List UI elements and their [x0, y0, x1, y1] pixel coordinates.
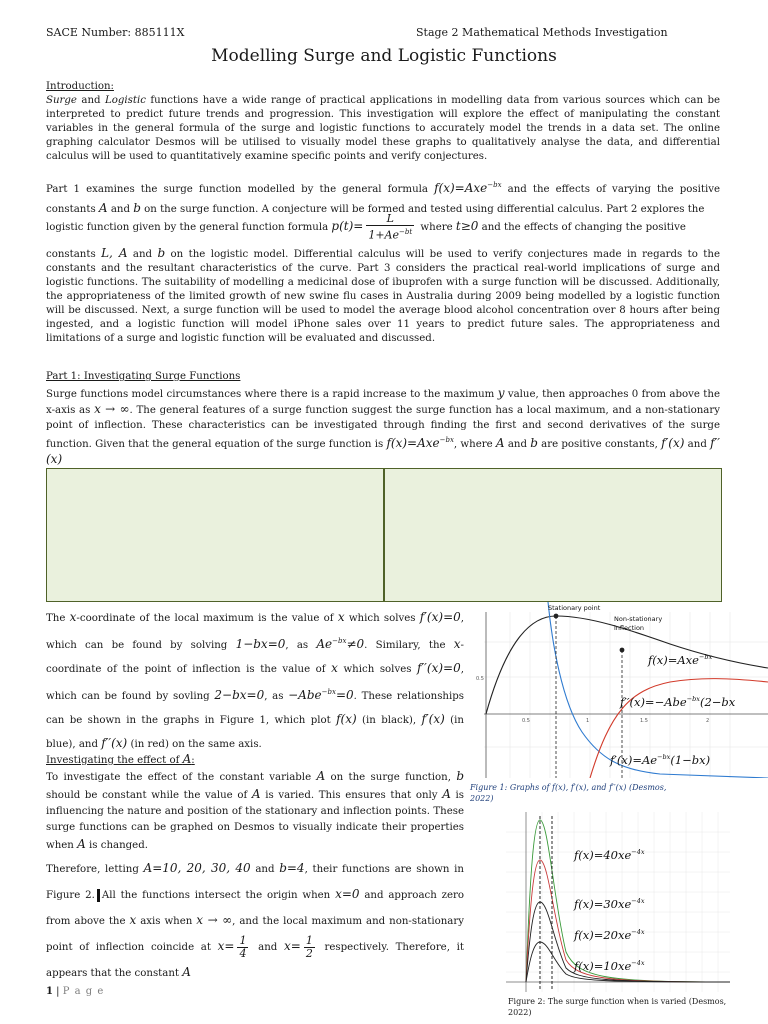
eA-A-values: A=10, 20, 30, 40 — [143, 861, 251, 875]
p1-text-d: , where — [453, 439, 496, 450]
eA-var-A-4: A — [77, 837, 86, 851]
fig1-xtick-2: 1 — [586, 718, 590, 724]
text-cursor — [97, 889, 100, 902]
fig2-cap-text: Figure 2: The surge function when is varied (Desmos, — [508, 997, 727, 1006]
fig1-cap-f: f(x) — [552, 783, 566, 792]
effect-A-heading-colon: : — [191, 755, 195, 766]
fig2-cap-year: 2022) — [508, 1008, 532, 1017]
p7-text-c: (in red) on the same axis. — [127, 739, 262, 750]
eA-p8-a: axis when — [136, 916, 197, 927]
intro-p4-and: and — [127, 249, 158, 260]
p1-text-b: value, then approaches 0 from above the x-axis as — [46, 389, 720, 416]
surge-general-base: f(x)=Axe — [386, 436, 440, 450]
surge-general-exp: −bx — [439, 436, 454, 444]
fig2-eq1-exp: −4x — [631, 848, 645, 856]
var-y: y — [497, 386, 505, 400]
intro-p1-text: functions have a wide range of practical applications in modelling data from various sources which can be interpreted to predict future trends and progression. This investigation will explore the effect of manipulating the constant variables in the general formula of the surge and logistic functions to accurately model the trends in a data set. The online graphing calculator Desmos will be utilised to visually model these graphs to qualitatively analyse the data, and differential calculus will be used to quantitatively examine specific points and verify conjectures. — [46, 95, 720, 162]
eA-var-A: A — [316, 769, 326, 783]
page-number: 1 — [46, 986, 53, 997]
logistic-condition: t≥0 — [455, 219, 479, 233]
p3-text-b: , as — [285, 640, 317, 651]
document-title: Modelling Surge and Logistic Functions — [211, 46, 557, 66]
page-separator: | — [52, 986, 63, 997]
fig1-eq-fpp — [619, 695, 736, 709]
effect-A-heading-words: Investigating the effect of — [46, 755, 183, 766]
var-b: b — [133, 201, 141, 215]
p6-text-b: (in — [356, 715, 376, 726]
eA-x-eq-2: x= — [284, 939, 301, 953]
surge-formula-base: f(x)=Axe — [434, 181, 488, 195]
intro-p2-text-a: Part 1 examines the surge function modelled by the general formula — [46, 184, 428, 195]
limit-x: x → ∞ — [94, 402, 130, 416]
eA-x-zero: x=0 — [335, 887, 360, 901]
fig2-eq3-exp: −4x — [631, 928, 645, 936]
p2-text-a: The — [46, 613, 70, 624]
fig1-label-inflection: inflection — [614, 624, 645, 632]
effect-A-heading — [46, 752, 464, 768]
p7-text-a: black), — [381, 715, 422, 726]
var-x: x — [69, 610, 77, 624]
fig1-cap-and: , and — [586, 783, 610, 792]
ae-not-zero — [316, 637, 364, 651]
eq-2-minus-bx: 2−bx=0 — [214, 688, 265, 702]
fig1-eq-fp-base: f′(x)=Ae — [610, 753, 658, 767]
eA-p2-b: is varied. This ensures that only — [260, 790, 443, 801]
intro-heading — [46, 80, 720, 94]
fraction-one-half — [304, 935, 315, 960]
fig1-stationary-point — [554, 614, 559, 619]
fig1-cap-year: 2022) — [470, 794, 494, 803]
intro-p2-text-c: on the surge function. A conjecture will be formed and tested using differential calculus. Part 2 explores the — [140, 204, 705, 215]
eA-p6-a: Therefore, letting — [46, 864, 144, 875]
intro-p3-text-a: logistic function given by the general function formula — [46, 222, 329, 233]
p2-text-c: which solves — [344, 613, 416, 624]
p5-text-c: . These — [353, 691, 393, 702]
surge-formula-exp: −bx — [487, 181, 502, 189]
fig1-inflection-point — [620, 648, 625, 653]
p6-text-a: relationships can be shown in the graphs in Figure 1, which plot — [46, 691, 464, 726]
fraction-one-quarter — [237, 935, 248, 960]
fig1-eq-fp-exp: −bx — [657, 753, 671, 761]
p3-text-a: , which can be found by solving — [46, 613, 465, 651]
and-word: and — [76, 95, 105, 106]
abe-rest: =0 — [335, 688, 354, 702]
eq-1-minus-bx: 1−bx=0 — [235, 637, 286, 651]
intro-paragraph-4 — [46, 246, 720, 346]
var-x-2: x — [337, 610, 345, 624]
eA-b-value: b=4 — [279, 861, 305, 875]
intro-paragraph-2: Part 1 examines the surge function modelled by the general formula f(x)=Axe$^{-bx}$ and the effects of varying the positive constants A and b on the surge function. A conjecture will be formed and tested using differential calculus. Part 2 explores the — [46, 181, 720, 215]
intro-heading-text: Introduction: — [46, 81, 114, 92]
figure-1-graph — [470, 602, 768, 778]
eA-p7-b: All the functions intersect the origin when — [101, 890, 336, 901]
sace-number: SACE Number: 885111X — [46, 26, 185, 39]
eA-var-A-2: A — [251, 787, 261, 801]
page-footer — [46, 986, 104, 997]
abe-base: −Abe — [288, 688, 322, 702]
fppx-inline: f′′(x) — [101, 736, 128, 750]
logistic-word: Logistic — [105, 95, 146, 106]
eA-p9-a: coincide at — [150, 942, 218, 953]
eA-var-b: b — [456, 769, 464, 783]
fig2-eq2-exp: −4x — [631, 897, 645, 905]
fpp-equals-zero: f′′(x)=0 — [417, 661, 461, 675]
eA-p5-a: when — [46, 840, 78, 851]
p4-text-a: the — [428, 640, 454, 651]
derivative-box-right — [384, 468, 722, 602]
part1-heading-text: Part 1: Investigating Surge Functions — [46, 371, 241, 382]
frac2-num: 1 — [305, 933, 313, 947]
intro-p3-text-c: and the effects of changing the positive — [478, 222, 686, 233]
intro-paragraph-1 — [46, 94, 720, 164]
fig1-cap-fp: f′(x) — [570, 783, 587, 792]
fpx-inline: f′(x) — [421, 712, 445, 726]
second-derivative: f′′(x) — [46, 436, 720, 466]
intro-p4-text-a: constants — [46, 249, 102, 260]
derivative-box-left — [46, 468, 384, 602]
abe-eq-zero — [288, 688, 354, 702]
eA-var-A-3: A — [442, 787, 451, 801]
eA-var-x: x — [129, 913, 137, 927]
logistic-den-exp: −bt — [399, 227, 413, 236]
fig1-label-nonstationary: Non-stationary — [614, 615, 663, 623]
fig1-xtick-1: 0.5 — [522, 718, 530, 724]
eA-p1-a: To investigate the effect of the constant variable — [46, 772, 317, 783]
p1-and: and — [504, 439, 531, 450]
fig1-eq-fp-rest: (1−bx) — [670, 753, 711, 767]
p2-text-b: -coordinate of the local maximum is the value of — [76, 613, 338, 624]
fig1-cap-fpp: f′′(x) — [609, 783, 627, 792]
var-x-4: x — [331, 661, 338, 675]
eA-p3: influencing the nature and position of the stationary and inflection points. — [46, 806, 430, 817]
part1-paragraph-2 — [46, 606, 464, 756]
fig1-label-stationary: Stationary point — [548, 604, 601, 612]
var-b-3: b — [530, 436, 538, 450]
eA-p4: These surge functions can be graphed on Desmos to visually indicate their properties — [46, 806, 464, 833]
frac1-num: 1 — [239, 933, 247, 947]
vars-L-A: L, A — [101, 246, 128, 260]
figure-1-caption: Figure 1: Graphs of f(x), f′(x), and f′′(x) (Desmos, 2022) — [470, 783, 667, 803]
p1-text-a: Surge functions model circumstances where there is a rapid increase to the maximum — [46, 389, 498, 400]
eA-x-eq-1: x= — [217, 939, 235, 953]
effect-A-paragraph-1 — [46, 768, 464, 854]
ae-base: Ae — [316, 637, 333, 651]
fig1-xtick-3: 1.5 — [640, 718, 648, 724]
eA-p2-c: is — [450, 790, 465, 801]
logistic-lhs: p(t)= — [331, 219, 364, 233]
var-A: A — [98, 201, 108, 215]
fig1-cap-a: Figure 1: Graphs of — [470, 783, 553, 792]
fig1-xtick-4: 2 — [706, 718, 710, 724]
eA-limit: x → ∞ — [196, 913, 233, 927]
p4-text-c: which solves — [337, 664, 412, 675]
fig2-eq1-base: f(x)=40xe — [574, 848, 632, 862]
eA-var-A-5: A — [182, 965, 191, 979]
eA-p2-a: should be constant while the value of — [46, 790, 252, 801]
var-A-2: A — [495, 436, 505, 450]
p1-text-c: . The general features of a surge function suggest the surge function has a local maximum, and a non-stationary point of inflection. These characteristics can be investigated through finding the first and second derivatives of the surge function. Given that the general equation of the surge function is — [46, 405, 721, 450]
eA-p5-b: is changed. — [85, 840, 148, 851]
fig2-eq4-base: f(x)=10xe — [574, 959, 632, 973]
effect-A-heading-var: A — [182, 752, 192, 766]
eA-p9-and: and — [251, 942, 285, 953]
var-x-3: x — [453, 637, 461, 651]
intro-p2-text-b: and the effects of varying the positive constants — [46, 184, 720, 215]
eA-p7-a: 2. — [85, 890, 95, 901]
frac1-den: 4 — [239, 946, 247, 960]
eA-p1-b: on the surge function, — [325, 772, 457, 783]
fig2-eq3-base: f(x)=20xe — [574, 928, 632, 942]
part1-heading — [46, 370, 720, 384]
surge-word: Surge — [46, 95, 77, 106]
figure-2-graph — [506, 812, 730, 992]
first-derivative: f′(x) — [661, 436, 685, 450]
intro-paragraph-3 — [46, 212, 720, 242]
p4-text-b: -coordinate of the point of inflection is the value of — [46, 640, 464, 675]
p7-text-b: (in blue), and — [46, 715, 464, 750]
intro-p3-text-b: where — [417, 222, 456, 233]
frac2-den: 2 — [305, 946, 313, 960]
logistic-fraction — [366, 213, 414, 242]
fig1-eq-f-base: f(x)=Axe — [648, 653, 699, 667]
fig1-cap-b: (Desmos, — [626, 783, 667, 792]
eA-p9-b: respectively. Therefore, it appears that the constant — [46, 942, 464, 979]
surge-formula — [434, 181, 501, 195]
p1-and-2: and — [684, 439, 711, 450]
intro-p4-text: on the logistic model. Differential calculus will be used to verify conjectures made in regards to the constants and the resultant characteristics of the curve. Part 3 considers the practical real-world implications of surge and logistic functions. The suitability of modelling a medicinal dose of ibuprofen with a surge function will be discussed. Additionally, the appropriateness of the limited growth of new swine flu cases in Australia during 2009 being modelled by a logistic function will be discussed. Next, a surge function will be used to model the average blood alcohol concentration over 8 hours after being ingested, and a logistic function will model iPhone sales over 11 years to predict future sales. The appropriateness and limitations of a surge and logistic function will be evaluated and discussed. — [46, 249, 720, 344]
eA-p6-b: , their functions are shown in Figure — [46, 864, 464, 901]
figure-2-caption — [508, 996, 730, 1018]
fig1-ytick: 0.5 — [476, 676, 484, 682]
p3-text-c: . Similary, — [364, 640, 421, 651]
eA-p8-b: , and the local maximum and non-stationary point of inflection — [46, 916, 464, 953]
page-label: P a g e — [62, 986, 105, 997]
fig1-eq-fpp-base: f′′(x)=−Abe — [620, 695, 687, 709]
fx-inline: f(x) — [336, 712, 357, 726]
fp-equals-zero: f′(x)=0 — [419, 610, 461, 624]
eA-p7-c: and approach zero from above the — [46, 890, 464, 927]
fig1-eq-fpp-exp: −bx — [686, 695, 700, 703]
fig1-eq-fpp-rest: (2−bx — [699, 695, 736, 709]
fig1-eq-f-exp: −bx — [698, 653, 713, 661]
abe-exp: −bx — [321, 688, 336, 696]
course-title: Stage 2 Mathematical Methods Investigation — [416, 26, 668, 39]
effect-A-paragraph-2 — [46, 856, 464, 986]
fig2-eq2-base: f(x)=30xe — [574, 897, 632, 911]
eA-p6-and: and — [250, 864, 280, 875]
logistic-denominator — [366, 226, 414, 242]
surge-general — [386, 436, 453, 450]
ae-rest: ≠0 — [346, 637, 365, 651]
effect-A-heading-text — [46, 752, 195, 766]
logistic-numerator: L — [366, 213, 414, 226]
p1-text-e: are positive constants, — [537, 439, 662, 450]
fig2-eq4-exp: −4x — [631, 959, 645, 967]
ae-exp: −bx — [332, 637, 347, 645]
p5-text-b: , as — [264, 691, 289, 702]
p5-text-a: , which can be found by sovling — [46, 664, 464, 702]
var-b-2: b — [157, 246, 166, 260]
logistic-den-base: 1+Ae — [368, 228, 400, 242]
